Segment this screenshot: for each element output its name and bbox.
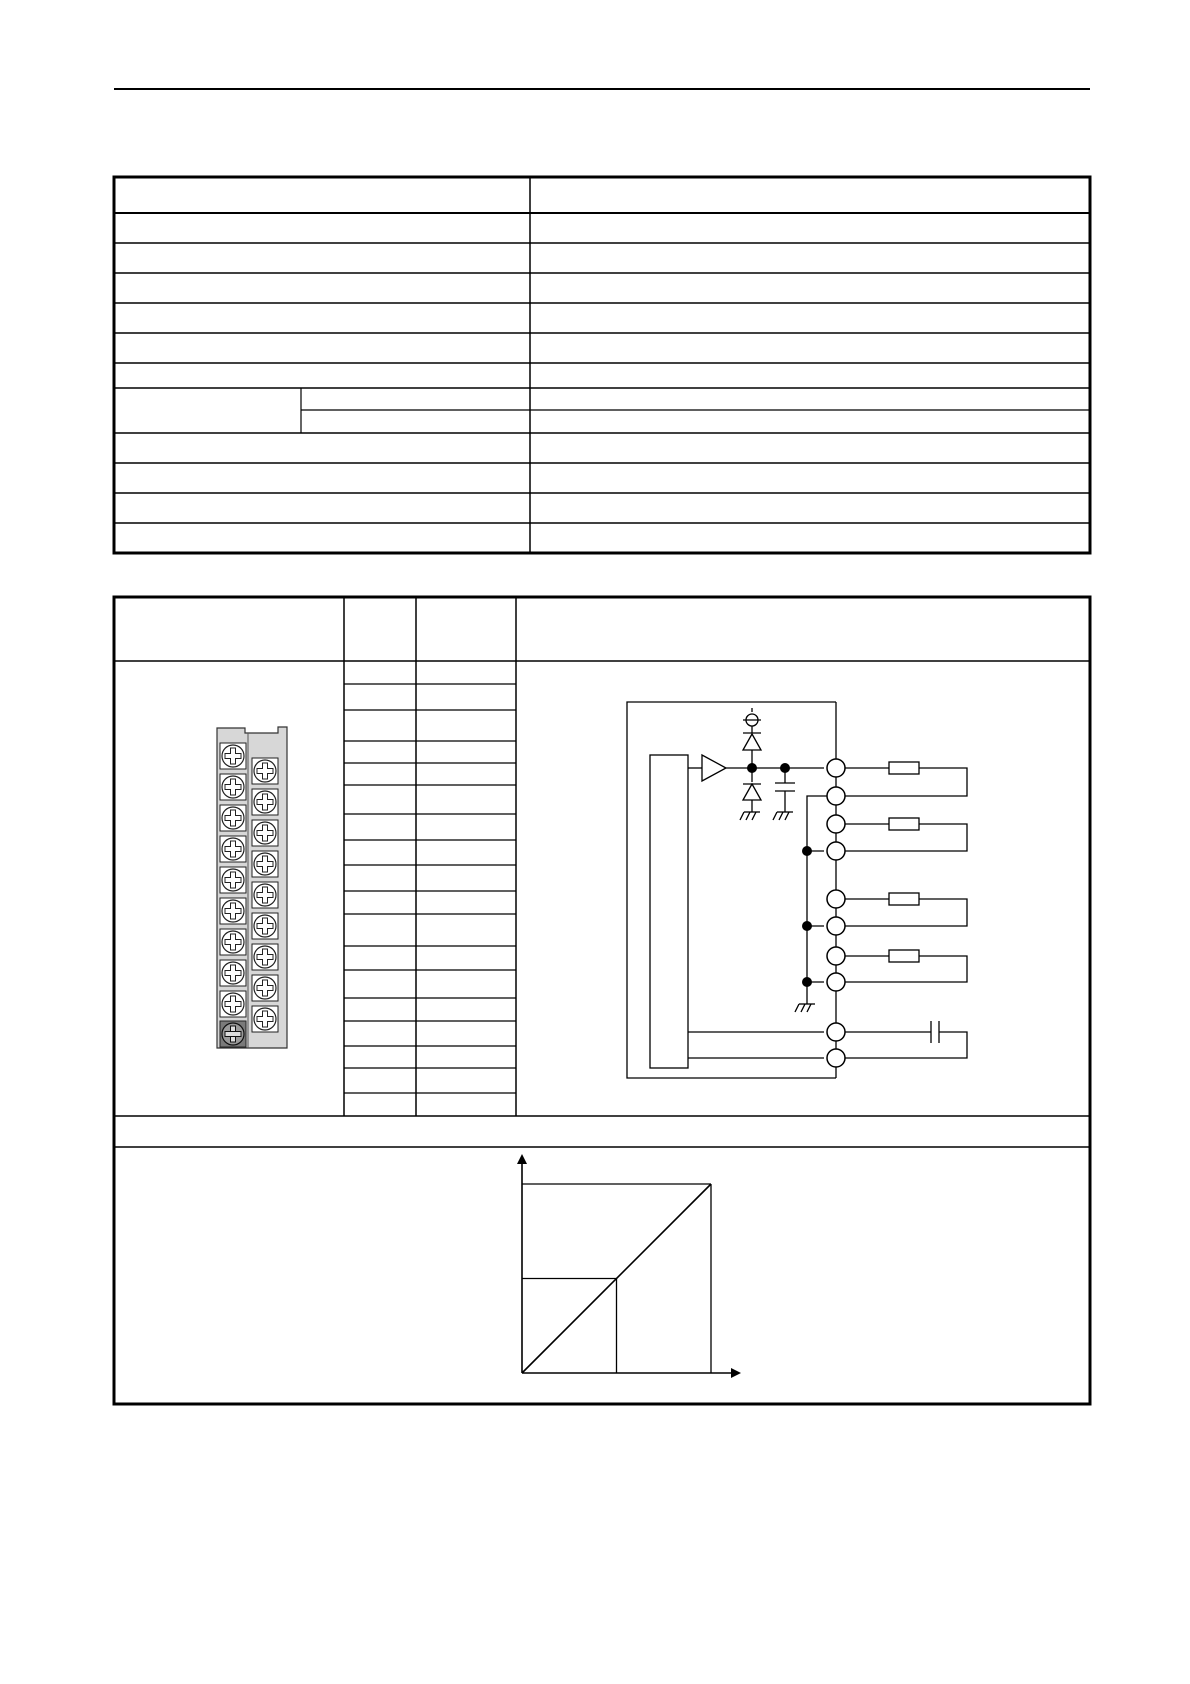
- external-loads: [845, 762, 967, 1058]
- terminal-circles: [827, 759, 845, 1067]
- module-boundary: [627, 702, 836, 1078]
- terminal-screws-right: [252, 758, 278, 1032]
- terminal-table-frame: [114, 597, 1090, 1404]
- diode-upper: [743, 734, 761, 750]
- terminal-row-lines: [344, 684, 516, 1093]
- buffer-amplifier: [702, 755, 726, 781]
- x-axis-arrow: [731, 1368, 741, 1378]
- terminal-block-body: [217, 727, 287, 1048]
- converter-block: [650, 755, 688, 1068]
- header-rule: [114, 88, 1090, 90]
- supply-symbol: [746, 714, 758, 726]
- series-line-0: [522, 1184, 711, 1373]
- y-axis-arrow: [517, 1154, 527, 1164]
- ground-screw: [220, 1021, 246, 1047]
- diode-lower: [743, 784, 761, 800]
- terminal-screws-left: [220, 743, 246, 1017]
- spec-table-frame: [114, 177, 1090, 553]
